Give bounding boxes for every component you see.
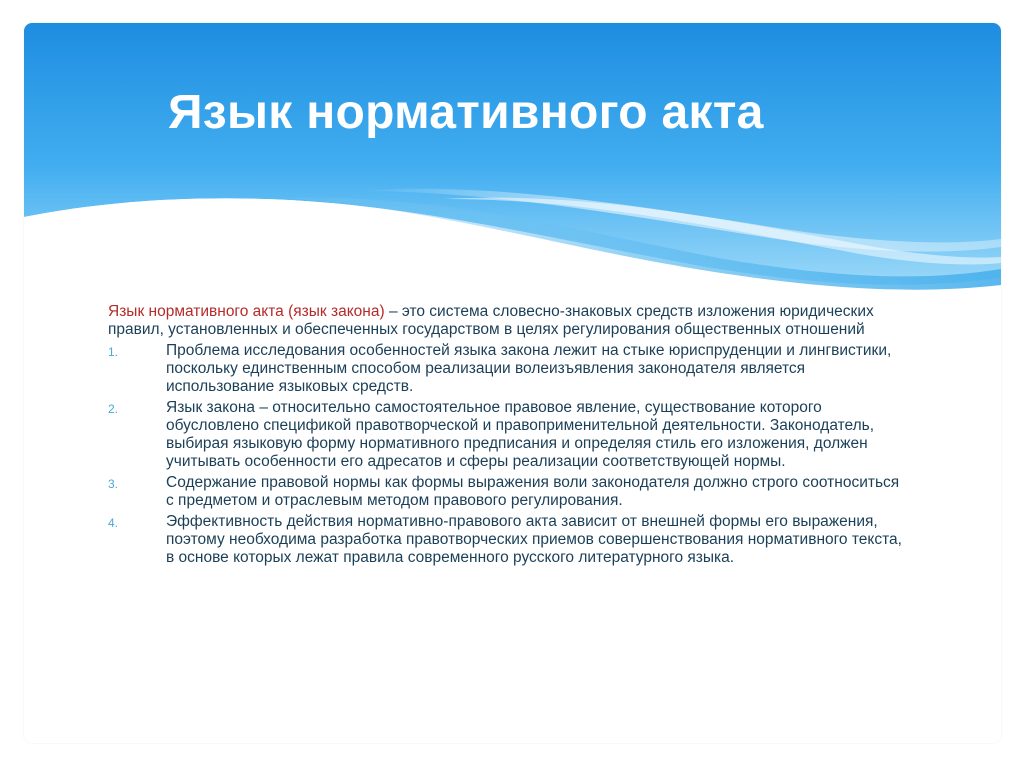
list-item — [108, 513, 908, 567]
list-item — [108, 474, 908, 510]
list-item-text: Проблема исследования особенностей языка закона лежит на стыке юриспруденции и лингвистики, поскольку единственным способом реализации волеизъявления законодателя является использование языковых средств. — [166, 342, 892, 395]
intro-paragraph — [108, 303, 908, 339]
list-item-number: 1. — [108, 345, 119, 359]
intro-definition: – это система словесно-знаковых средств изложения юридических правил, установленных и обеспеченных государством в целях регулирования общественных отношений — [108, 303, 874, 338]
list-item-number: 4. — [108, 516, 119, 530]
slide-title: Язык нормативного акта — [168, 86, 764, 139]
list-item-text: Содержание правовой нормы как формы выражения воли законодателя должно строго соотноситься с предметом и отраслевым методом правового регулирования. — [166, 474, 900, 509]
list-item-number: 2. — [108, 402, 119, 416]
list-item — [108, 342, 908, 396]
intro-term: Язык нормативного акта (язык закона) — [108, 303, 385, 320]
slide-content — [108, 303, 908, 570]
header-wave-background — [24, 23, 1001, 313]
slide — [24, 23, 1001, 743]
list-item-text: Язык закона – относительно самостоятельное правовое явление, существование которого обусловлено спецификой правотворческой и правоприменительной деятельности. Законодатель, выбирая языковую форму нормативного предписания и определяя стиль его изложения, должен учитывать особенности его адресатов и сферы реализации соответствующей нормы. — [166, 399, 875, 470]
list-item-text: Эффективность действия нормативно-правового акта зависит от внешней формы его выражения, поэтому необходима разработка правотворческих приемов совершенствования нормативного текста, в основе которых лежат правила современного русского литературного языка. — [166, 513, 902, 566]
list-item — [108, 399, 908, 471]
list-item-number: 3. — [108, 477, 119, 491]
numbered-list — [108, 342, 908, 567]
